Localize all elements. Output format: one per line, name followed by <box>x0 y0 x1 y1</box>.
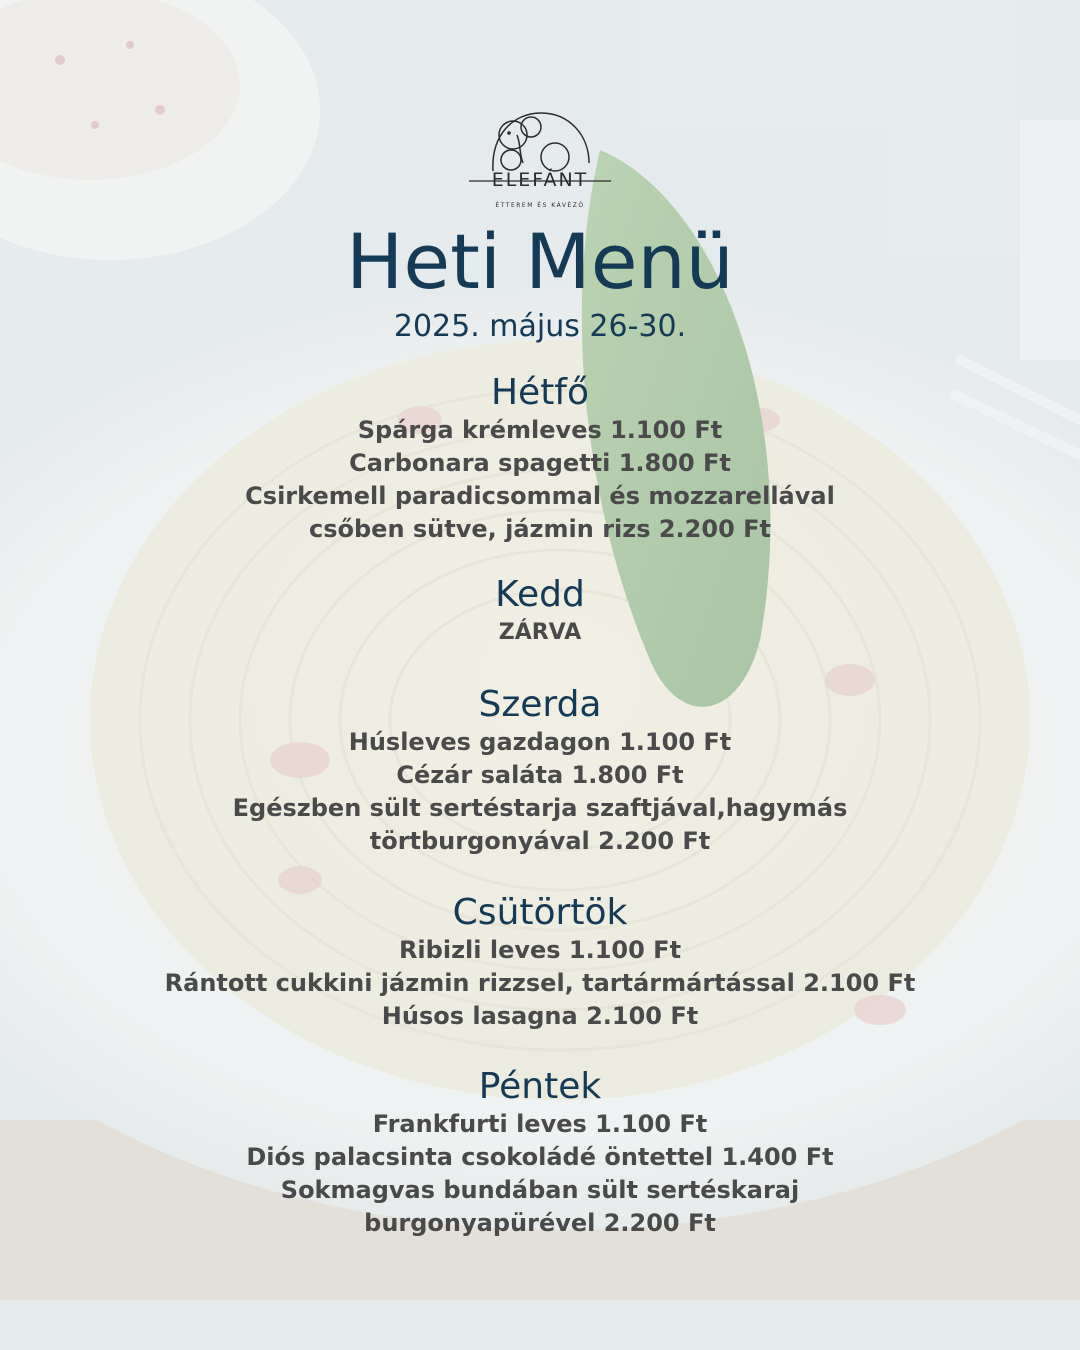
menu-item: Csirkemell paradicsommal és mozzarellával <box>245 482 835 510</box>
menu-item: burgonyapürével 2.200 Ft <box>364 1209 716 1237</box>
menu-item: Frankfurti leves 1.100 Ft <box>372 1110 708 1138</box>
elefant-logo <box>465 105 615 215</box>
menu-item: Sokmagvas bundában sült sertéskaraj <box>280 1176 800 1204</box>
day-name: Szerda <box>478 684 602 725</box>
day-wednesday <box>0 684 1080 858</box>
day-name: Péntek <box>478 1066 602 1107</box>
menu-item: Cézár saláta 1.800 Ft <box>396 761 684 789</box>
day-name: Hétfő <box>490 372 590 413</box>
day-tuesday <box>0 574 1080 649</box>
day-thursday <box>0 892 1080 1033</box>
date-range: 2025. május 26-30. <box>393 309 687 344</box>
menu-item: Húsleves gazdagon 1.100 Ft <box>348 728 732 756</box>
menu-item: csőben sütve, jázmin rizs 2.200 Ft <box>308 515 771 543</box>
day-monday <box>0 372 1080 546</box>
closed-label: ZÁRVA <box>498 620 582 645</box>
logo-subtitle: ÉTTEREM ÉS KÁVÉZÓ <box>495 202 585 209</box>
day-name: Kedd <box>495 574 585 615</box>
menu-item: törtburgonyával 2.200 Ft <box>369 827 711 855</box>
page-title: Heti Menü <box>346 217 734 306</box>
menu-item: Rántott cukkini jázmin rizzsel, tartármártással 2.100 Ft <box>164 969 916 997</box>
menu-item: Carbonara spagetti 1.800 Ft <box>349 449 731 477</box>
day-friday <box>0 1066 1080 1240</box>
day-name: Csütörtök <box>452 892 628 933</box>
logo-name: ELEFÁNT <box>491 169 589 191</box>
menu-item: Egészben sült sertéstarja szaftjával,hagymás <box>232 794 848 822</box>
menu-item: Ribizli leves 1.100 Ft <box>398 936 682 964</box>
menu-item: Húsos lasagna 2.100 Ft <box>381 1002 699 1030</box>
elephant-icon <box>465 105 615 215</box>
menu-item: Spárga krémleves 1.100 Ft <box>357 416 723 444</box>
menu-item: Diós palacsinta csokoládé öntettel 1.400 Ft <box>246 1143 834 1171</box>
